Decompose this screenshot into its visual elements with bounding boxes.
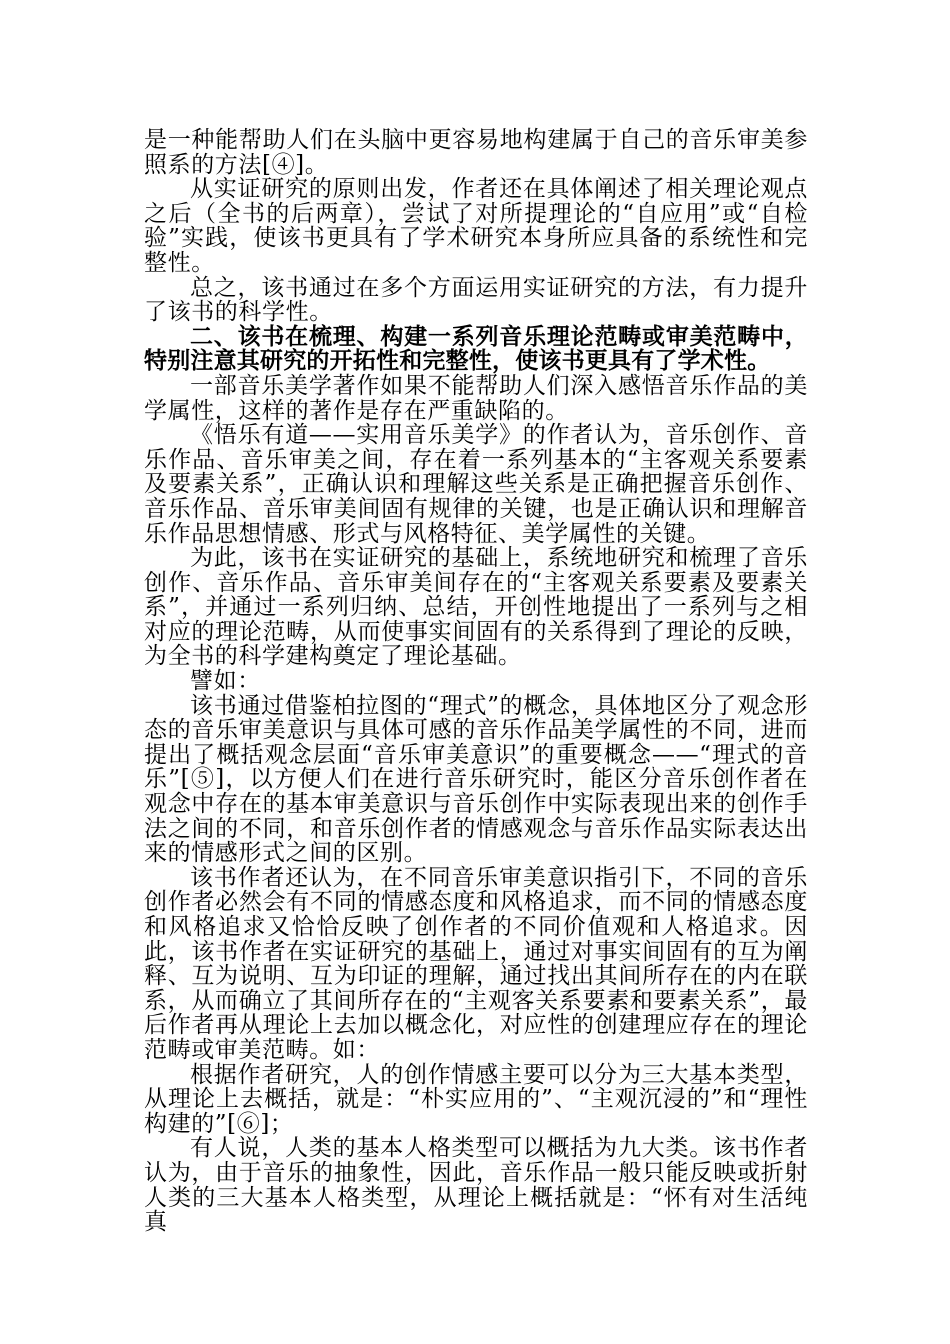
paragraph-aesthetic-consciousness: 该书作者还认为，在不同音乐审美意识指引下，不同的音乐创作者必然会有不同的情感态度和风格追求，而不同的情感态度和风格追求又恰恰反映了创作者的不同价值观和人格追求。因此，该书作者在实证研究的基础上，通过对事实间固有的互为阐释、互为说明、互为印证的理解，通过找出其间所存在的内在联系，从而确立了其间所存在的“主观客关系要素和要素关系”，最后作者再从理论上去加以概念化，对应性的创建理应存在的理论范畴或审美范畴。如： xyxy=(144,864,808,1063)
paragraph-personality-types: 有人说，人类的基本人格类型可以概括为九大类。该书作者认为，由于音乐的抽象性，因此，音乐作品一般只能反映或折射人类的三大基本人格类型，从理论上概括就是：“怀有对生活纯真 xyxy=(144,1135,808,1236)
paragraph-summary-scientific: 总之，该书通过在多个方面运用实证研究的方法，有力提升了该书的科学性。 xyxy=(144,274,808,326)
body-text xyxy=(144,128,808,1235)
paragraph-for-example: 譬如： xyxy=(190,668,261,695)
paragraph-plato-ideal-form: 该书通过借鉴柏拉图的“理式”的概念，具体地区分了观念形态的音乐审美意识与具体可感的音乐作品美学属性的不同，进而提出了概括观念层面“音乐审美意识”的重要概念——“理式的音乐”[⑤]，以方便人们在进行音乐研究时，能区分音乐创作者在观念中存在的基本审美意识与音乐创作中实际表现出来的创作手法之间的不同，和音乐创作者的情感观念与音乐作品实际表达出来的情感形式之间的区别。 xyxy=(144,692,808,867)
paragraph-theory-categories: 为此，该书在实证研究的基础上，系统地研究和梳理了音乐创作、音乐作品、音乐审美间存在的“主客观关系要素及要素关系”，并通过一系列归纳、总结，开创性地提出了一系列与之相对应的理论范畴，从而使事实间固有的关系得到了理论的反映，为全书的科学建构奠定了理论基础。 xyxy=(144,545,808,670)
paragraph-empirical-self-test: 从实证研究的原则出发，作者还在具体阐述了相关理论观点之后（全书的后两章），尝试了对所提理论的“自应用”或“自检验”实践，使该书更具有了学术研究本身所应具备的系统性和完整性。 xyxy=(144,176,808,276)
section-heading-two: 二、该书在梳理、构建一系列音乐理论范畴或审美范畴中，特别注意其研究的开拓性和完整性，使该书更具有了学术性。 xyxy=(144,322,808,375)
paragraph-emotion-types: 根据作者研究，人的创作情感主要可以分为三大基本类型，从理论上去概括，就是：“朴实应用的”、“主观沉浸的”和“理性构建的”[⑥]； xyxy=(144,1061,808,1137)
paragraph-continuation: 是一种能帮助人们在头脑中更容易地构建属于自己的音乐审美参照系的方法[④]。 xyxy=(144,127,808,178)
paragraph-book-author-view: 《悟乐有道——实用音乐美学》的作者认为，音乐创作、音乐作品、音乐审美之间，存在着一系列基本的“主客观关系要素及要素关系”，正确认识和理解这些关系是正确把握音乐创作、音乐作品、音乐审美间固有规律的关键，也是正确认识和理解音乐作品思想情感、形式与风格特征、美学属性的关键。 xyxy=(144,422,808,547)
paragraph-aesthetics-defect: 一部音乐美学著作如果不能帮助人们深入感悟音乐作品的美学属性，这样的著作是存在严重缺陷的。 xyxy=(144,372,808,424)
